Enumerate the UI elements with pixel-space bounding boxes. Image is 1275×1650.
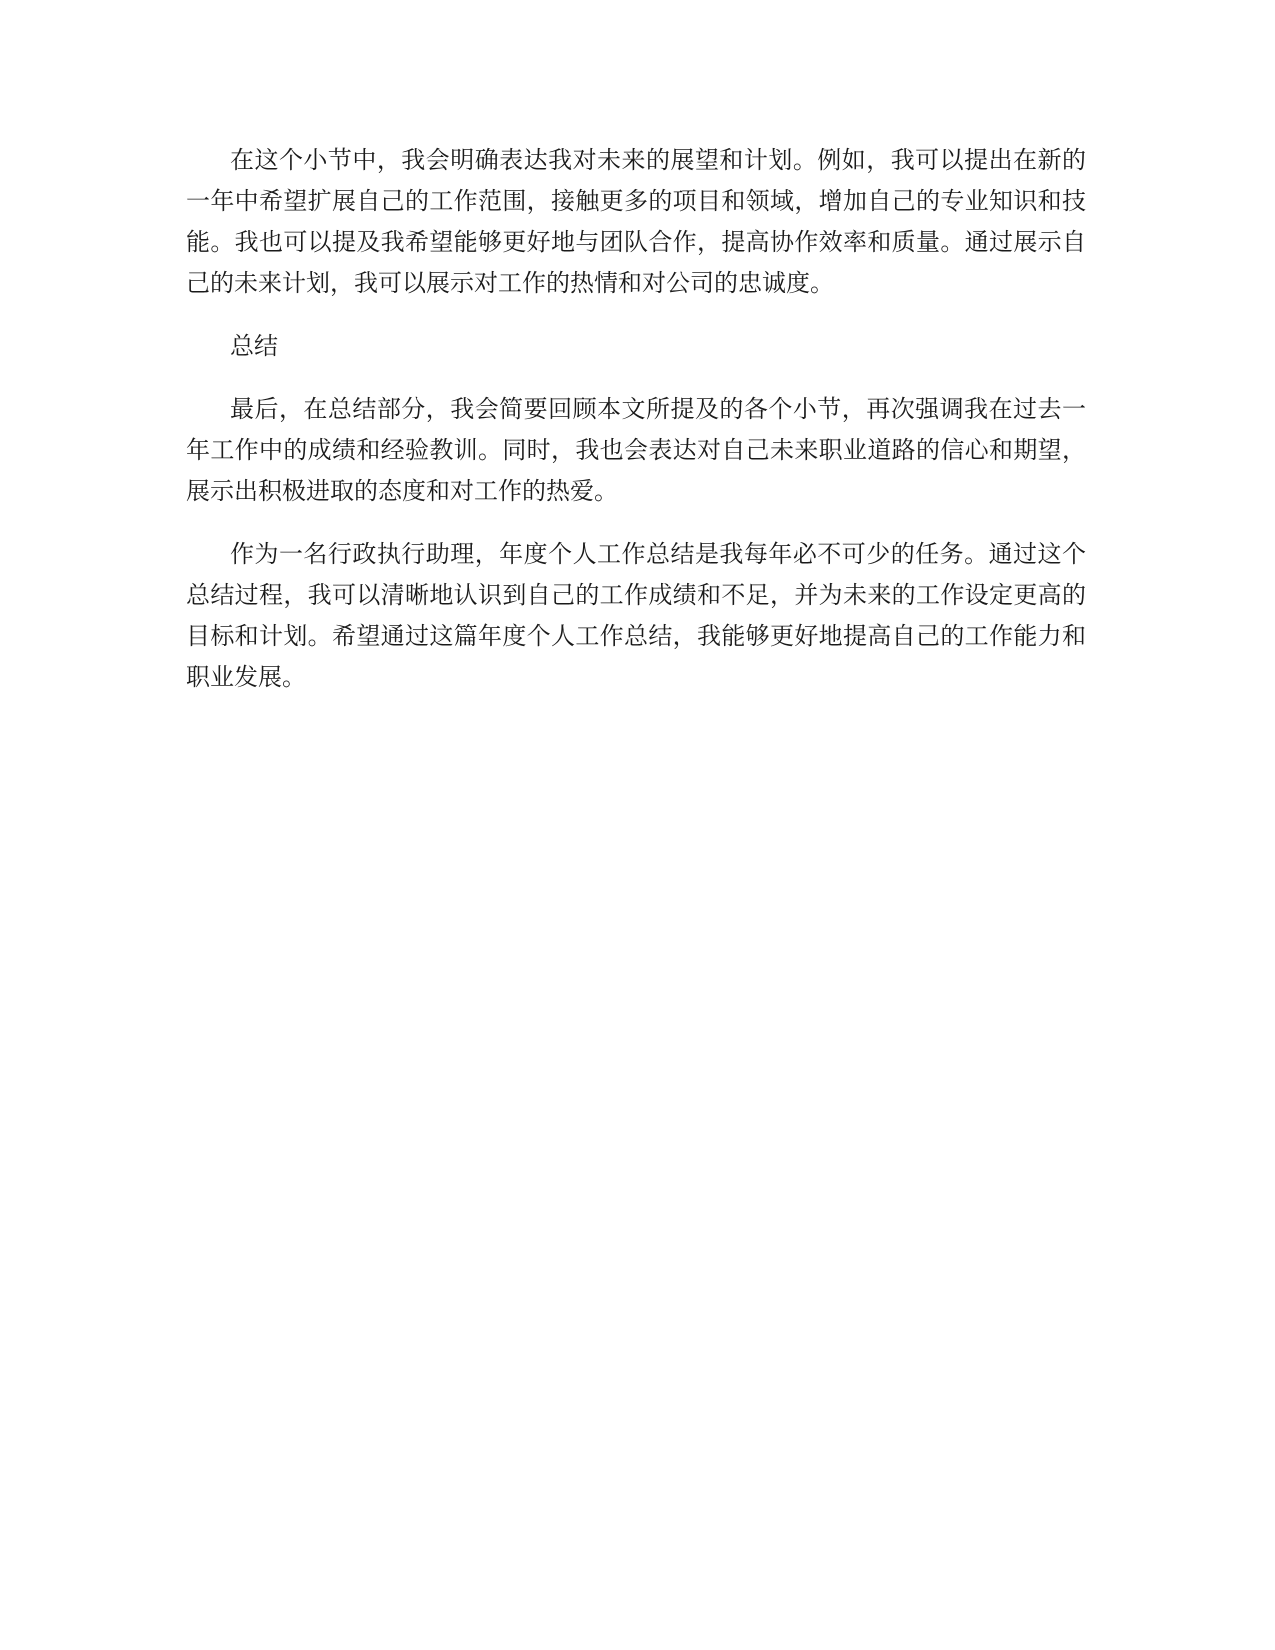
- paragraph-conclusion: 作为一名行政执行助理，年度个人工作总结是我每年必不可少的任务。通过这个总结过程，我可以清晰地认识到自己的工作成绩和不足，并为未来的工作设定更高的目标和计划。希望通过这篇年度个人工作总结，我能够更好地提高自己的工作能力和职业发展。: [186, 540, 1086, 691]
- section-heading-summary: 总结: [230, 332, 278, 360]
- document-page: [186, 140, 1086, 720]
- paragraph-summary: 最后，在总结部分，我会简要回顾本文所提及的各个小节，再次强调我在过去一年工作中的成绩和经验教训。同时，我也会表达对自己未来职业道路的信心和期望，展示出积极进取的态度和对工作的热爱。: [186, 395, 1086, 505]
- paragraph-future-plans: 在这个小节中，我会明确表达我对未来的展望和计划。例如，我可以提出在新的一年中希望扩展自己的工作范围，接触更多的项目和领域，增加自己的专业知识和技能。我也可以提及我希望能够更好地与团队合作，提高协作效率和质量。通过展示自己的未来计划，我可以展示对工作的热情和对公司的忠诚度。: [186, 146, 1086, 297]
